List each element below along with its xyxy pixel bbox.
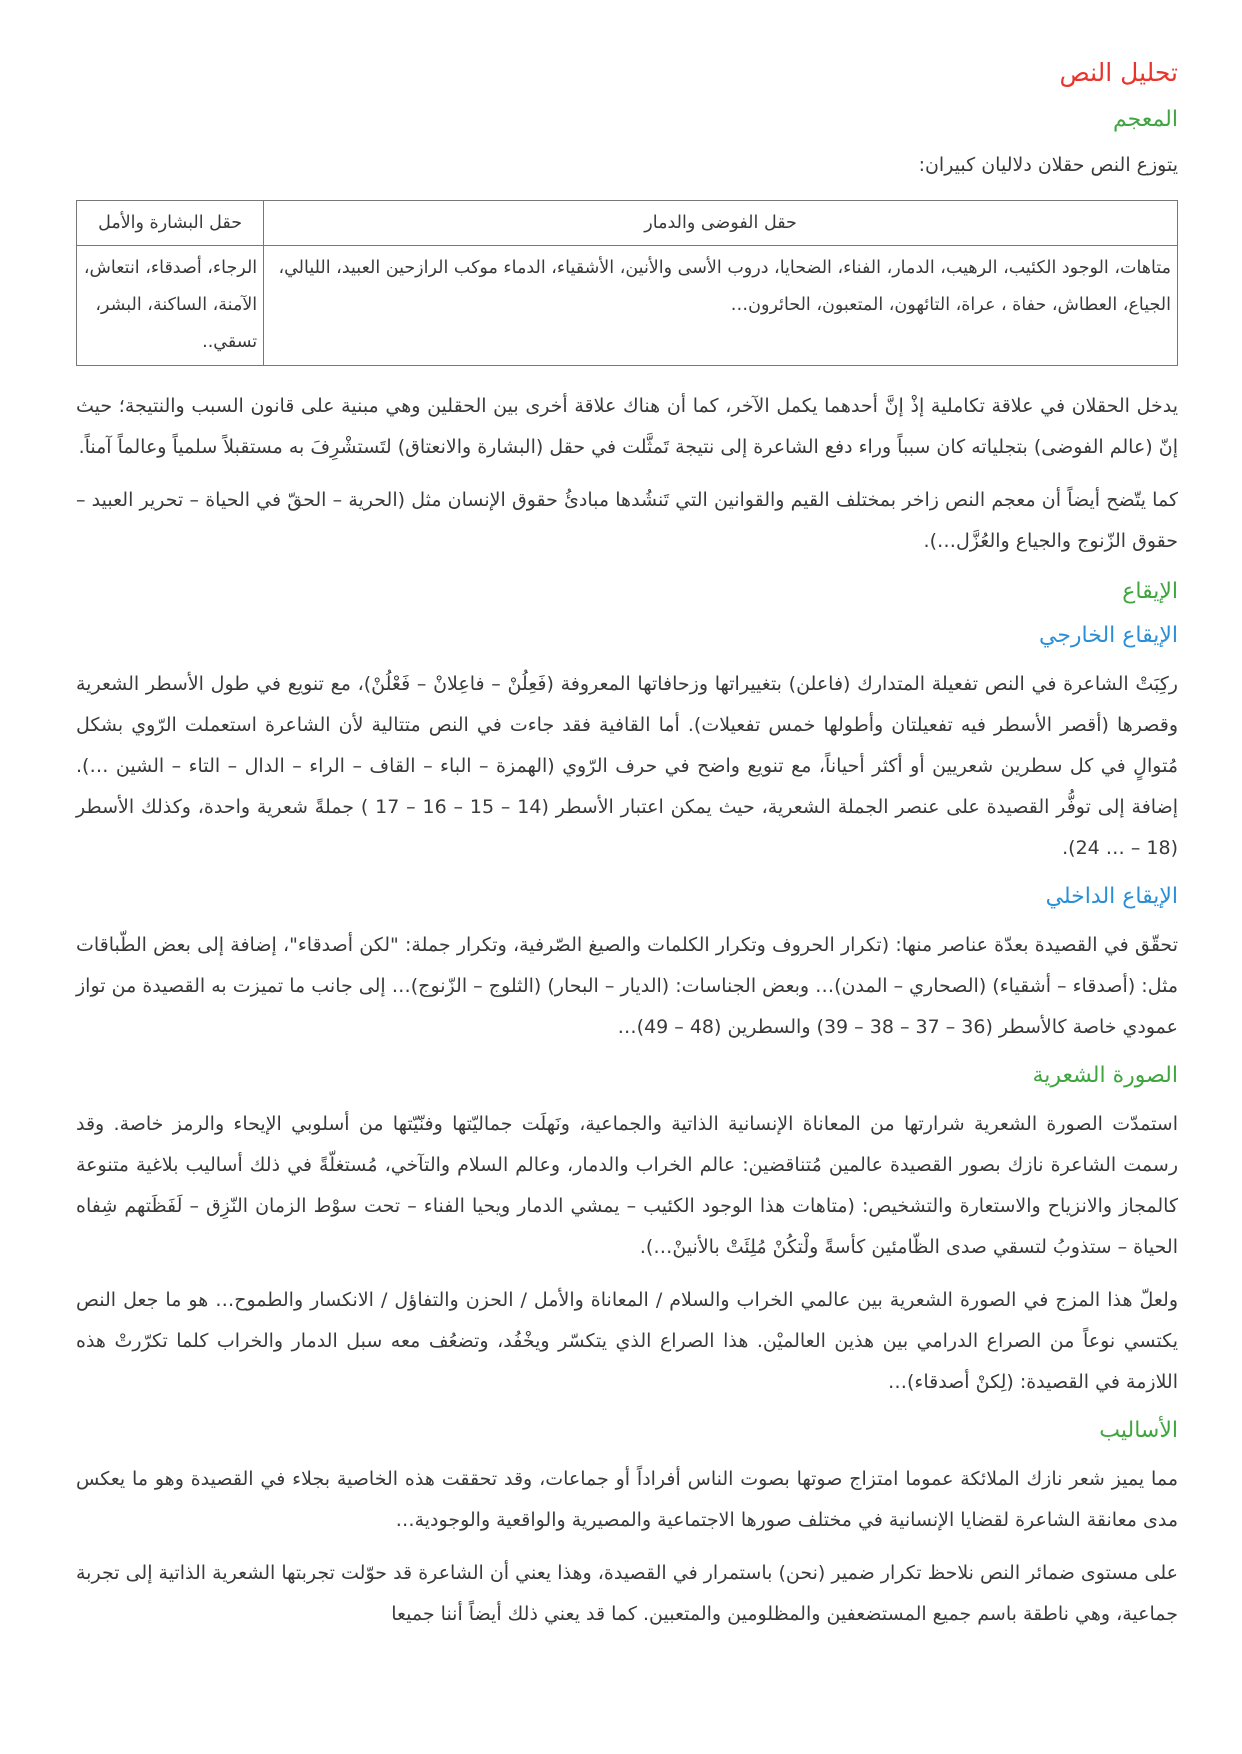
internal-rhythm-heading: الإيقاع الداخلي xyxy=(1045,884,1178,909)
imagery-paragraph: استمدّت الصورة الشعرية شرارتها من المعاناة الإنسانية الذاتية والجماعية، ونَهلَت جماليّتها وفنّيّتها من أسلوبي الإيحاء والرمز خاصة. وقد رسمت الشاعرة نازك بصور القصيدة عالمين مُتناقضين: عالم الخراب والدمار، وعالم السلام والتآخي، مُستغلّةً في ذلك أساليب بلاغية متنوعة كالمجاز والانزياح والاستعارة والتشخيص: (متاهات هذا الوجود الكئيب – يمشي الدمار ويحيا الفناء – تحت سوْط الزمان النّزِق – لَفَظَتهم شِفاه الحياة – ستذوبُ لتسقي صدى الظّامئين كأسةً ولْتكُنْ مُلِئَتْ بالأنينْ…). xyxy=(76,1113,1178,1258)
table-row xyxy=(77,246,1178,366)
table-header-row xyxy=(77,201,1178,246)
table-cell-hope: الرجاء، أصدقاء، انتعاش، الآمنة، الساكنة، البشر، تسقي.. xyxy=(77,246,264,366)
external-rhythm-paragraph: ركِبَتْ الشاعرة في النص تفعيلة المتدارك (فاعلن) بتغييراتها وزحافاتها المعروفة (فَعِلُنْ – فاعِلانْ – فَعْلُنْ)، مع تنويع في طول الأسطر الشعرية وقصرها (أقصر الأسطر فيه تفعيلتان وأطولها خمس تفعيلات). أما القافية فقد جاءت في النص متتالية لأن الشاعرة استعملت الرّوي بشكل مُتوالٍ في كل سطرين شعريين أو أكثر أحياناً، مع تنويع واضح في حرف الرّوي (الهمزة – الباء – القاف – الراء – الدال – التاء – الشين …). إضافة إلى توفُّر القصيدة على عنصر الجملة الشعرية، حيث يمكن اعتبار الأسطر (14 – 15 – 16 – 17 ) جملةً شعرية واحدة، وكذلك الأسطر (18 – … 24). xyxy=(76,673,1178,859)
styles-heading: الأساليب xyxy=(1099,1418,1178,1443)
lexicon-paragraph: يدخل الحقلان في علاقة تكاملية إذْ إنَّ أحدهما يكمل الآخر، كما أن هناك علاقة أخرى بين الحقلين وهي مبنية على قانون السبب والنتيجة؛ حيث إنّ (عالم الفوضى) بتجلياته كان سبباً وراء دفع الشاعرة إلى نتيجة تَمثَّلت في حقل (البشارة والانعتاق) لتَستشْرِفَ به مستقبلاً سلمياً وعالماً آمناً. xyxy=(76,395,1178,458)
external-rhythm-heading: الإيقاع الخارجي xyxy=(1038,623,1178,648)
internal-rhythm-paragraph: تحقّق في القصيدة بعدّة عناصر منها: (تكرار الحروف وتكرار الكلمات والصيغ الصّرفية، وتكرار جملة: "لكن أصدقاء"، إضافة إلى بعض الطّباقات مثل: (أصدقاء – أشقياء) (الصحاري – المدن)… وبعض الجناسات: (الديار – البحار) (الثلوج – الزّنوج)… إلى جانب ما تميزت به القصيدة من تواز عمودي خاصة كالأسطر (36 – 37 – 38 – 39) والسطرين (48 – 49)… xyxy=(76,934,1178,1038)
styles-paragraph: على مستوى ضمائر النص نلاحظ تكرار ضمير (نحن) باستمرار في القصيدة، وهذا يعني أن الشاعرة قد حوّلت تجربتها الشعرية الذاتية إلى تجربة جماعية، وهي ناطقة باسم جميع المستضعفين والمظلومين والمتعبين. كما قد يعني ذلك أيضاً أننا جميعا xyxy=(76,1562,1178,1625)
table-header-chaos: حقل الفوضى والدمار xyxy=(264,201,1178,246)
rhythm-heading: الإيقاع xyxy=(1122,579,1178,604)
lexicon-paragraph: كما يتّضح أيضاً أن معجم النص زاخر بمختلف القيم والقوانين التي تَنشُدها مبادئُ حقوق الإنسان مثل (الحرية – الحقّ في الحياة – تحرير العبيد – حقوق الزّنوج والجياع والعُزَّل…). xyxy=(76,489,1178,552)
imagery-heading: الصورة الشعرية xyxy=(1032,1063,1178,1088)
semantic-fields-table xyxy=(76,200,1178,366)
table-header-hope: حقل البشارة والأمل xyxy=(77,201,264,246)
imagery-paragraph: ولعلّ هذا المزج في الصورة الشعرية بين عالمي الخراب والسلام / المعاناة والأمل / الحزن والتفاؤل / الانكسار والطموح… هو ما جعل النص يكتسي نوعاً من الصراع الدرامي بين هذين العالميْن. هذا الصراع الذي يتكسّر ويخْفُد، وتضعُف معه سبل الدمار والخراب كلما تكرّرتْ هذه اللازمة في القصيدة: (لِكنْ أصدقاء)… xyxy=(76,1289,1178,1393)
lexicon-intro: يتوزع النص حقلان دلاليان كبيران: xyxy=(918,154,1178,176)
styles-paragraph: مما يميز شعر نازك الملائكة عموما امتزاج صوتها بصوت الناس أفراداً أو جماعات، وقد تحققت هذه الخاصية بجلاء في القصيدة وهو ما يعكس مدى معانقة الشاعرة لقضايا الإنسانية في مختلف صورها الاجتماعية والمصيرية والواقعية والوجودية… xyxy=(76,1468,1178,1531)
table-cell-chaos: متاهات، الوجود الكئيب، الرهيب، الدمار، الفناء، الضحايا، دروب الأسى والأنين، الأشقياء، الدماء موكب الرازحين العبيد، الليالي، الجياع، العطاش، حفاة ، عراة، التائهون، المتعبون، الحائرون… xyxy=(264,246,1178,366)
page-title: تحليل النص xyxy=(1059,58,1178,87)
lexicon-heading: المعجم xyxy=(1113,107,1178,132)
